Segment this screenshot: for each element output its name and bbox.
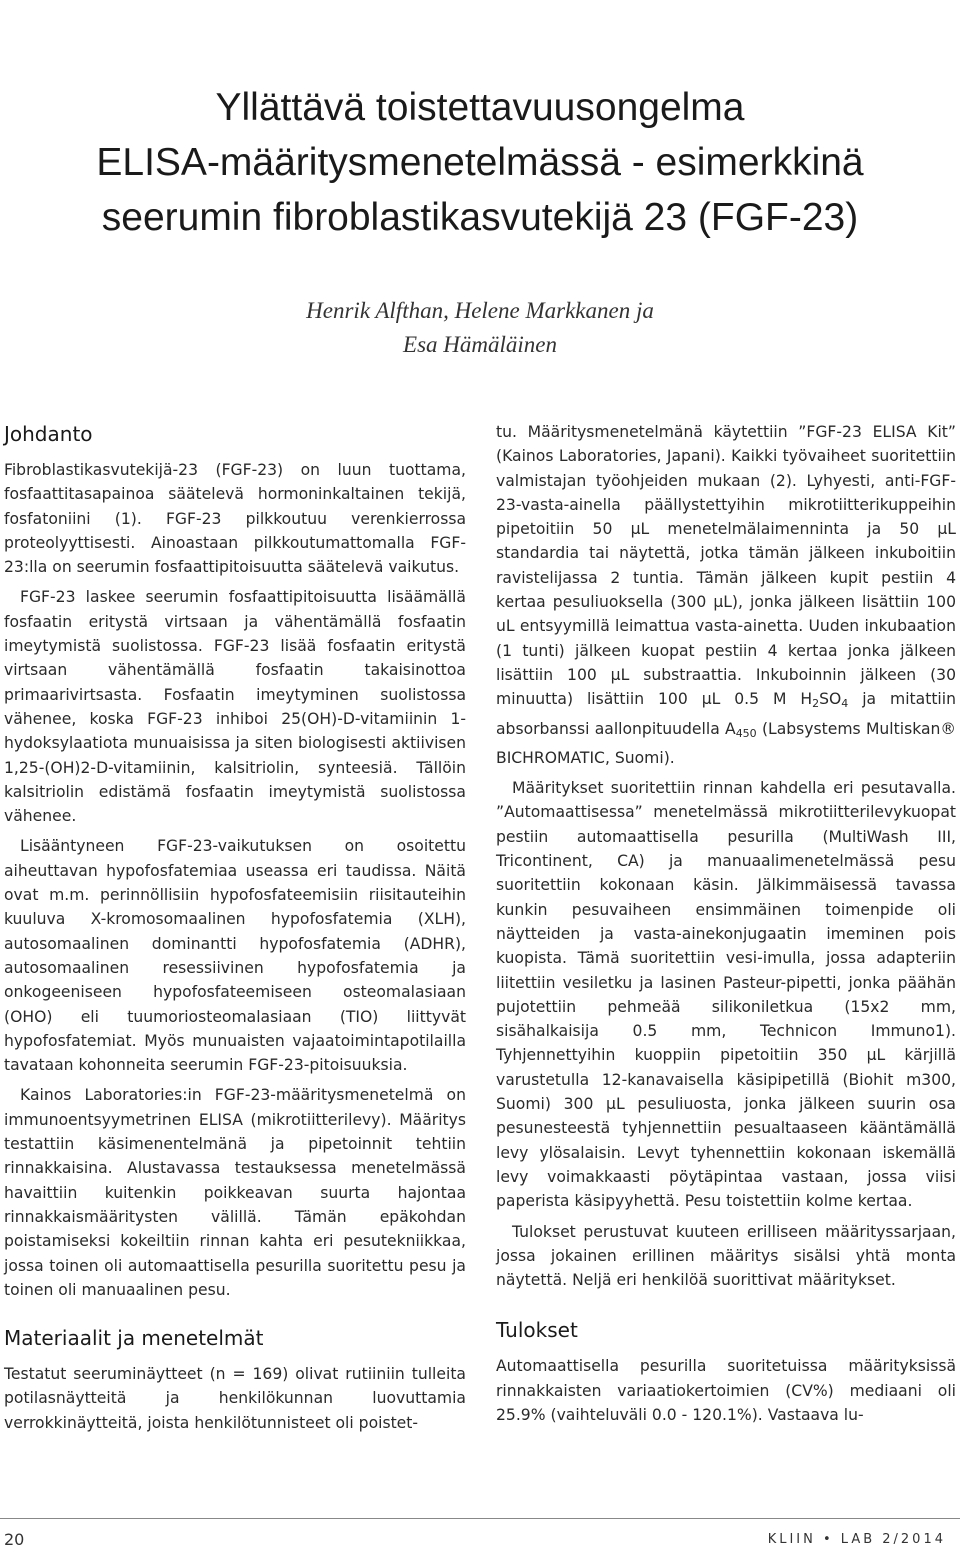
title-line: seerumin fibroblastikasvutekijä 23 (FGF-23): [101, 196, 859, 239]
author-line: Henrik Alfthan, Helene Markkanen ja: [306, 298, 654, 323]
footer-rule: [0, 1518, 960, 1519]
subscript: 450: [735, 726, 757, 740]
right-column: [496, 420, 956, 1433]
article-title: [0, 80, 960, 245]
paragraph: Kainos Laboratories:in FGF-23-määritysmenetelmä on immunoentsyymetrinen ELISA (mikrotiitterilevy). Määritys testattiin käsimenentelmänä ja pipetoinnit tehtiin rinnakkaisina. Alustavassa testauksessa menetelmässä havaittiin kuitenkin poikkeavan suurta hajontaa rinnakkaismääritysten välillä. Tämän epäkohdan poistamiseksi kokeiltiin rinnan kahta eri pesutekniikkaa, jossa toinen oli automaattisella pesurilla suoritettu pesu ja toinen oli manuaalinen pesu.: [4, 1086, 466, 1299]
title-line: Yllättävä toistettavuusongelma: [215, 86, 745, 129]
subscript: 4: [841, 697, 849, 711]
journal-name: KLIIN • LAB 2/2014: [767, 1532, 946, 1547]
text-run: tu. Määritysmenetelmänä käytettiin ”FGF-23 ELISA Kit” (Kainos Laboratories, Japani). Kaikki työvaiheet suoritettiin valmistajan työohjeiden mukaan (2). Lyhyesti, anti-FGF-23-vasta-ainella päällystettyihin mikrotiitterikuppeihin pipetoitiin 50 µL menetelmälaimenninta ja 50 µL standardia tai näytettä, jotka tämän jälkeen inkuboitiin ravistelijassa 2 tuntia. Tämän jälkeen kupit pestiin 4 kertaa pesuliuoksella (300 µL), jonka jälkeen lisättiin 100 uL entsyymillä leimattua vasta-ainetta. Uuden inkubaation (1 tunti) jälkeen kuopat pestiin 4 kertaa jonka jälkeen lisättiin 100 µL substraattia. Inkuboinnin jälkeen (30 minuutta) lisättiin 100 µL 0.5 M H: [496, 423, 956, 709]
author-list: [0, 294, 960, 362]
section-heading-results: Tulokset: [496, 1318, 578, 1343]
paragraph: Automaattisella pesurilla suoritetuissa määrityksissä rinnakkaisten variaatiokertoimien (CV%) mediaani oli 25.9% (vaihteluväli 0.0 - 120.1%). Vastaava lu-: [496, 1357, 956, 1424]
title-line: ELISA-määritysmenetelmässä - esimerkkinä: [96, 141, 864, 184]
paragraph: Testatut seeruminäytteet (n = 169) olivat rutiiniin tulleita potilasnäytteitä ja henkilökunnan luovuttamia verrokkinäytteitä, joista henkilötunnisteet oli poistet-: [4, 1365, 466, 1432]
page-number: 20: [4, 1530, 25, 1549]
paragraph: FGF-23 laskee seerumin fosfaattipitoisuutta lisäämällä fosfaatin eritystä virtsaan ja vähentämällä fosfaatin imeytymistä suolistossa. FGF-23 lisää fosfaatin eritystä virtsaan vähentämällä fosfaatin takaisinottoa primaarivirtsasta. Fosfaatin imeytyminen suolistossa vähenee, koska FGF-23 inhiboi 25(OH)-D-vitamiinin 1-hydoksylaatiota munuaisissa ja siten biologisesti aktiivisen 1,25-(OH)2-D-vitamiinin, kalsitriolin, synteesiä. Tällöin kalsitriolin edistämä fosfaatin imeytymistä suolistossa vähenee.: [4, 588, 466, 826]
paragraph: Tulokset perustuvat kuuteen erilliseen määrityssarjaan, jossa jokainen erillinen määritys sisälsi yhtä monta näytettä. Neljä eri henkilöä suorittivat määritykset.: [496, 1222, 956, 1290]
subscript: 2: [812, 697, 820, 711]
left-column: [4, 420, 466, 1441]
paragraph-methods-continued: [496, 420, 956, 770]
author-line: Esa Hämäläinen: [403, 332, 557, 357]
section-heading-introduction: Johdanto: [4, 422, 93, 446]
text-run: (Labsystems Multiskan® BICHROMATIC, Suomi).: [496, 719, 956, 767]
section-heading-methods: Materiaalit ja menetelmät: [4, 1326, 264, 1351]
paragraph: Fibroblastikasvutekijä-23 (FGF-23) on luun tuottama, fosfaattitasapainoa säätelevä hormoninkaltainen tekijä, fosfatoniini (1). FGF-23 pilkkoutuu verenkierrossa proteolyyttisesti. Ainoastaan pilkkoutumattomalla FGF-23:lla on seerumin fosfaattipitoisuutta säätelevä vaikutus.: [4, 461, 466, 577]
paragraph: Lisääntyneen FGF-23-vaikutuksen on osoitettu aiheuttavan hypofosfatemiaa useassa eri taudissa. Näitä ovat m.m. perinnöllisiin hypofosfateemisiin riisitauteihin kuuluva X-kromosomaalinen hypofosfatemia (XLH), autosomaalinen dominantti hypofosfatemia (ADHR), autosomaalinen resessiivinen hypofosfatemia ja onkogeeniseen hypofosfateemiseen osteomalasiaan (OHO) eli tuumoriosteomalasiaan (TIO) liittyvät hypofosfatemiat. Myös munuaisten vajaatoimintapotilailla tavataan kohonneita seerumin FGF-23-pitoisuuksia.: [4, 837, 466, 1075]
paragraph: Määritykset suoritettiin rinnan kahdella eri pesutavalla. ”Automaattisessa” menetelmässä mikrotiitterilevykuopat pestiin automaattisella pesurilla (MultiWash III, Tricontinent, CA) ja manuaalimenetelmässä pesu suoritettiin kokonaan käsin. Jälkimmäisessä tavassa kunkin pesuvaiheen ensimmäinen toimenpide oli näytteiden ja vasta-ainekonjugaatin imeminen pois kuopista. Tämä suoritettiin vesi-imulla, jossa adapteriin liitettiin vesiletku ja lasinen Pasteur-pipetti, jonka päähän pujotettiin pehmeää silikoniletkua (15x2 mm, sisähalkaisija 0.5 mm, Technicon Immuno1). Tyhjennettyihin kuoppiin pipetoitiin 350 µL kärjillä varustetulla 12-kanavaisella käsipipetillä (Biohit m300, Suomi) 300 µL pesuliuosta, jonka jälkeen suurin osa pesunesteestä tyhjennettiin pesualtaaseen kääntämällä levy ylösalaisin. Levyt tyhennettiin kokonaan iskemällä levy voimakkaasti pöytäpintaa vastaan, jossa viisi paperista käsipyyhettä. Pesu toistettiin kolme kertaa.: [496, 779, 956, 1211]
text-run: ja mitattiin absorbanssi aallonpituudella A: [496, 690, 956, 738]
text-run: SO: [819, 690, 842, 709]
